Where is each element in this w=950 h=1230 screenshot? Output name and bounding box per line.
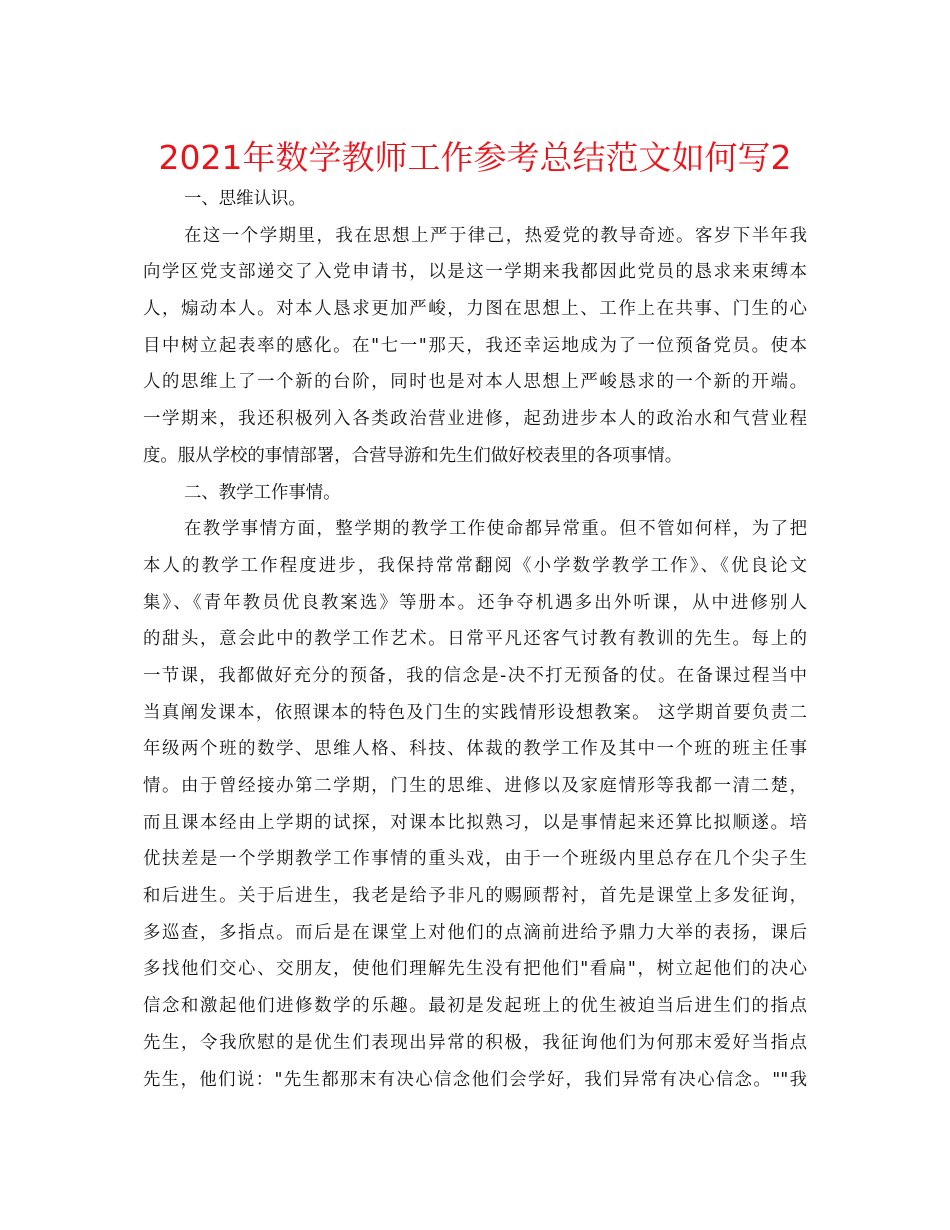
- paragraph-line: 优扶差是一个学期教学工作事情的重头戏，由于一个班级内里总存在几个尖子生: [143, 849, 807, 870]
- paragraph-line: 度。服从学校的事情部署，合营导游和先生们做好校表里的各项事情。: [143, 445, 683, 466]
- paragraph-line: 的甜头，意会此中的教学工作艺术。日常平凡还客气讨教有教训的先生。每上的: [143, 629, 807, 650]
- paragraph-line: 年级两个班的数学、思维人格、科技、体裁的教学工作及其中一个班的班主任事: [143, 739, 807, 760]
- paragraph-line: 多巡查，多指点。而后是在课堂上对他们的点滴前进给予鼎力大举的表扬，课后: [143, 922, 807, 943]
- paragraph-line: 人的思维上了一个新的台阶，同时也是对本人思想上严峻恳求的一个新的开端。: [143, 372, 807, 393]
- paragraph-line: 而且课本经由上学期的试探，对课本比拟熟习，以是事情起来还算比拟顺遂。培: [143, 812, 807, 833]
- paragraph-line: 多找他们交心、交朋友，使他们理解先生没有把他们"看扁"，树立起他们的决心: [143, 959, 807, 980]
- paragraph-line: 先生，他们说："先生都那末有决心信念他们会学好，我们异常有决心信念。""我: [143, 1069, 807, 1090]
- paragraph-line: 和后进生。关于后进生，我老是给予非凡的赐顾帮衬，首先是课堂上多发征询，: [143, 886, 807, 907]
- paragraph-line: 信念和激起他们进修数学的乐趣。最初是发起班上的优生被迫当后进生们的指点: [143, 996, 807, 1017]
- paragraph-line: 本人的教学工作程度进步，我保持常常翻阅《小学数学教学工作》、《优良论文: [143, 555, 807, 576]
- paragraph-line: 集》、《青年教员优良教案选》等册本。还争夺机遇多出外听课，从中进修别人: [143, 592, 807, 613]
- paragraph-line: 向学区党支部递交了入党申请书，以是这一学期来我都因此党员的恳求来束缚本: [143, 262, 807, 283]
- paragraph-line: 在这一个学期里，我在思想上严于律己，热爱党的教导奇迹。客岁下半年我: [184, 225, 807, 246]
- paragraph-line: 当真阐发课本，依照课本的特色及门生的实践情形设想教案。 这学期首要负责二: [143, 702, 807, 723]
- paragraph-line: 人，煽动本人。对本人恳求更加严峻，力图在思想上、工作上在共事、门生的心: [143, 299, 807, 320]
- section-heading: 二、教学工作事情。: [184, 482, 341, 503]
- document-title: 2021年数学教师工作参考总结范文如何写2: [158, 138, 792, 177]
- paragraph-line: 先生，令我欣慰的是优生们表现出异常的积极，我征询他们为何那末爱好当指点: [143, 1032, 807, 1053]
- paragraph-line: 一节课，我都做好充分的预备，我的信念是-决不打无预备的仗。在备课过程当中: [143, 665, 807, 686]
- paragraph-line: 一学期来，我还积极列入各类政治营业进修，起劲进步本人的政治水和气营业程: [143, 409, 807, 430]
- paragraph-line: 情。由于曾经接办第二学期，门生的思维、进修以及家庭情形等我都一清二楚，: [143, 776, 807, 796]
- document-body: [143, 181, 807, 1098]
- paragraph-line: 在教学事情方面，整学期的教学工作使命都异常重。但不管如何样，为了把: [184, 519, 807, 540]
- section-heading: 一、思维认识。: [184, 189, 306, 209]
- paragraph-line: 目中树立起表率的感化。在"七一"那天，我还幸运地成为了一位预备党员。使本: [143, 335, 807, 356]
